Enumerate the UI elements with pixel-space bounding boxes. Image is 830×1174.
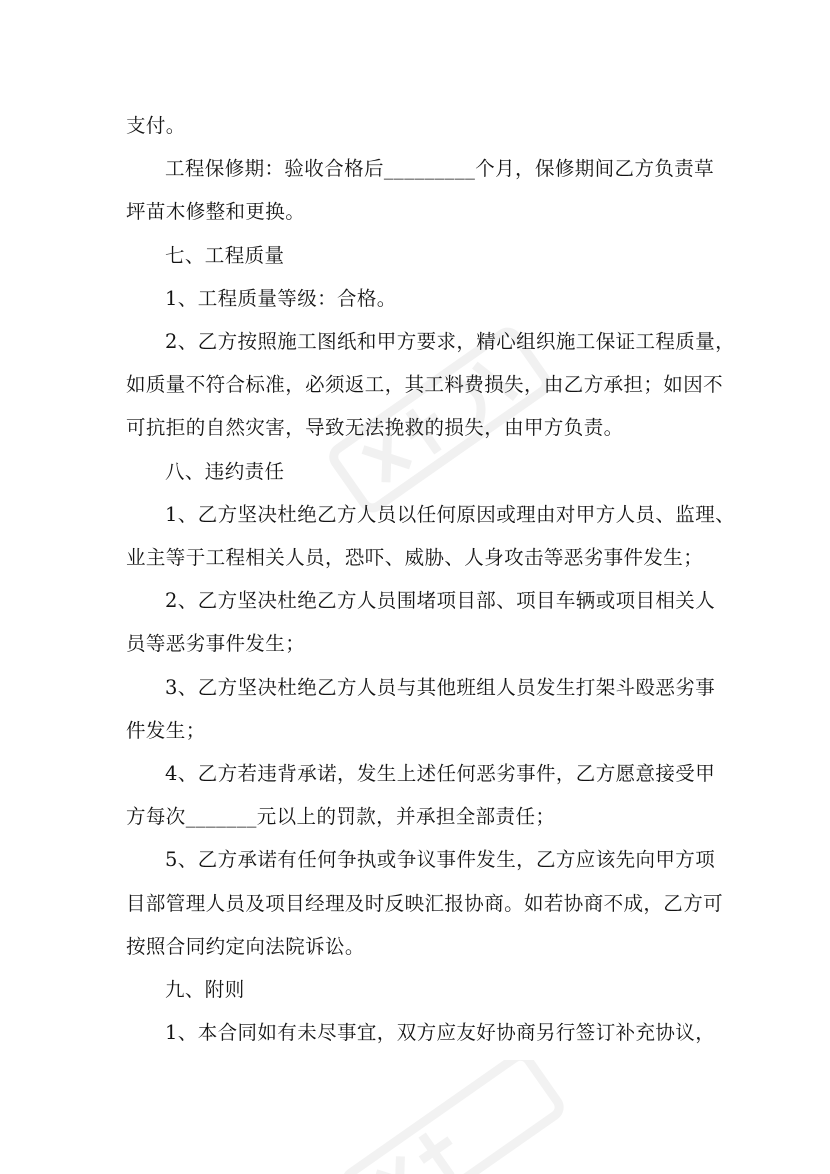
- text-line: 九、附则: [165, 978, 245, 1001]
- paragraph-p8: [126, 579, 714, 665]
- text-line: 工程保修期：验收合格后_________个月，保修期间乙方负责草: [165, 157, 715, 181]
- text-line: 可抗拒的自然灾害，导致无法挽救的损失，由甲方负责。: [126, 416, 624, 440]
- paragraph-p2: [126, 147, 714, 233]
- paragraph-p12: [126, 968, 714, 1011]
- text-line: 5、乙方承诺有任何争执或争议事件发生，乙方应该先向甲方项: [165, 848, 716, 872]
- text-line: 员等恶劣事件发生；: [126, 632, 306, 656]
- text-line: 七、工程质量: [165, 243, 285, 267]
- paragraph-p7: [126, 493, 736, 579]
- text-line: 按照合同约定向法院诉讼。: [126, 934, 365, 958]
- text-line: 支付。: [126, 114, 186, 137]
- text-line: 如质量不符合标准，必须返工，其工料费损失，由乙方承担；如因不: [126, 373, 724, 397]
- text-line: 方每次_______元以上的罚款，并承担全部责任；: [126, 805, 556, 829]
- text-line: 2、乙方坚决杜绝乙方人员围堵项目部、项目车辆或项目相关人: [165, 589, 716, 613]
- paragraph-p10: [126, 752, 714, 838]
- text-line: 坪苗木修整和更换。: [126, 200, 306, 224]
- watermark-logo-bottom: [320, 1060, 580, 1174]
- text-line: 4、乙方若违背承诺，发生上述任何恶劣事件，乙方愿意接受甲: [165, 762, 716, 785]
- text-line: 件发生；: [126, 718, 206, 742]
- text-line: 目部管理人员及项目经理及时反映汇报协商。如若协商不成，乙方可: [126, 891, 724, 915]
- text-line: 1、本合同如有未尽事宜，双方应友好协商另行签订补充协议，: [165, 1021, 716, 1045]
- text-line: 八、违约责任: [165, 459, 285, 483]
- paragraph-p3: [126, 234, 714, 277]
- paragraph-p11: [126, 838, 724, 968]
- text-line: 1、工程质量等级：合格。: [165, 286, 397, 310]
- text-line: 2、乙方按照施工图纸和甲方要求，精心组织施工保证工程质量，: [165, 330, 736, 353]
- text-line: 3、乙方坚决杜绝乙方人员与其他班组人员发生打架斗殴恶劣事: [165, 675, 716, 699]
- paragraph-p4: [126, 277, 714, 320]
- paragraph-p6: [126, 450, 714, 493]
- paragraph-p5: [126, 320, 736, 450]
- text-line: 业主等于工程相关人员，恐吓、威胁、人身攻击等恶劣事件发生；: [126, 545, 704, 569]
- paragraph-p1: [126, 104, 714, 147]
- paragraph-p9: [126, 666, 714, 752]
- paragraph-p13: [126, 1011, 714, 1054]
- text-line: 1、乙方坚决杜绝乙方人员以任何原因或理由对甲方人员、监理、: [165, 502, 736, 526]
